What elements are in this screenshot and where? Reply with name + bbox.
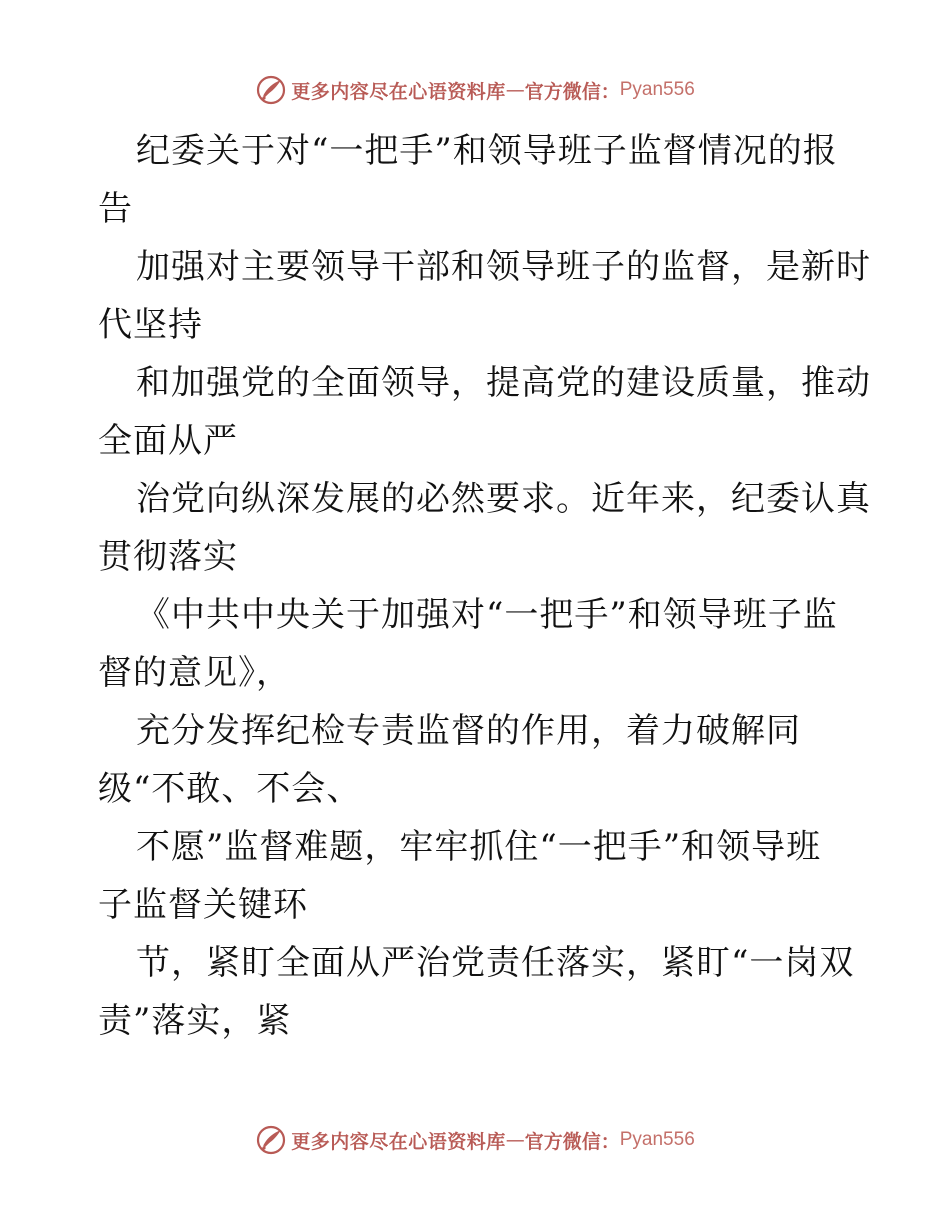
watermark-id: Pyan556 [619,79,695,100]
text-line: 子监督关键环 [98,885,308,925]
watermark-label: 官方微信： [524,80,620,103]
watermark-dash: — [505,79,525,101]
header-watermark [0,70,950,110]
text-line: 责”落实，紧 [98,1001,292,1041]
watermark-text: 更多内容尽在心语资料库 [291,1130,506,1153]
watermark-id: Pyan556 [619,1129,695,1150]
text-line: 充分发挥纪检专责监督的作用，着力破解同 [136,711,801,751]
text-line: 《中共中央关于加强对“一把手”和领导班子监 [136,595,838,635]
text-line: 级“不敢、不会、 [98,769,362,809]
footer-watermark [0,1120,950,1160]
text-line: 治党向纵深发展的必然要求。近年来，纪委认真 [136,479,871,519]
watermark-text: 更多内容尽在心语资料库 [291,80,506,103]
text-line: 节，紧盯全面从严治党责任落实，紧盯“一岗双 [136,943,855,983]
text-line: 全面从严 [98,421,238,461]
text-line: 纪委关于对“一把手”和领导班子监督情况的报 [136,131,838,171]
text-line: 不愿”监督难题，牢牢抓住“一把手”和领导班 [136,827,822,867]
quill-pen-logo-icon [255,74,287,106]
document-body [98,122,871,1050]
watermark-dash: — [505,1129,525,1151]
text-line: 贯彻落实 [98,537,238,577]
quill-pen-logo-icon [255,1124,287,1156]
text-line: 代坚持 [98,305,203,345]
text-line: 督的意见》， [98,653,291,693]
watermark-label: 官方微信： [524,1130,620,1153]
text-line: 告 [98,189,133,229]
text-line: 和加强党的全面领导，提高党的建设质量，推动 [136,363,871,403]
text-line: 加强对主要领导干部和领导班子的监督，是新时 [136,247,871,287]
